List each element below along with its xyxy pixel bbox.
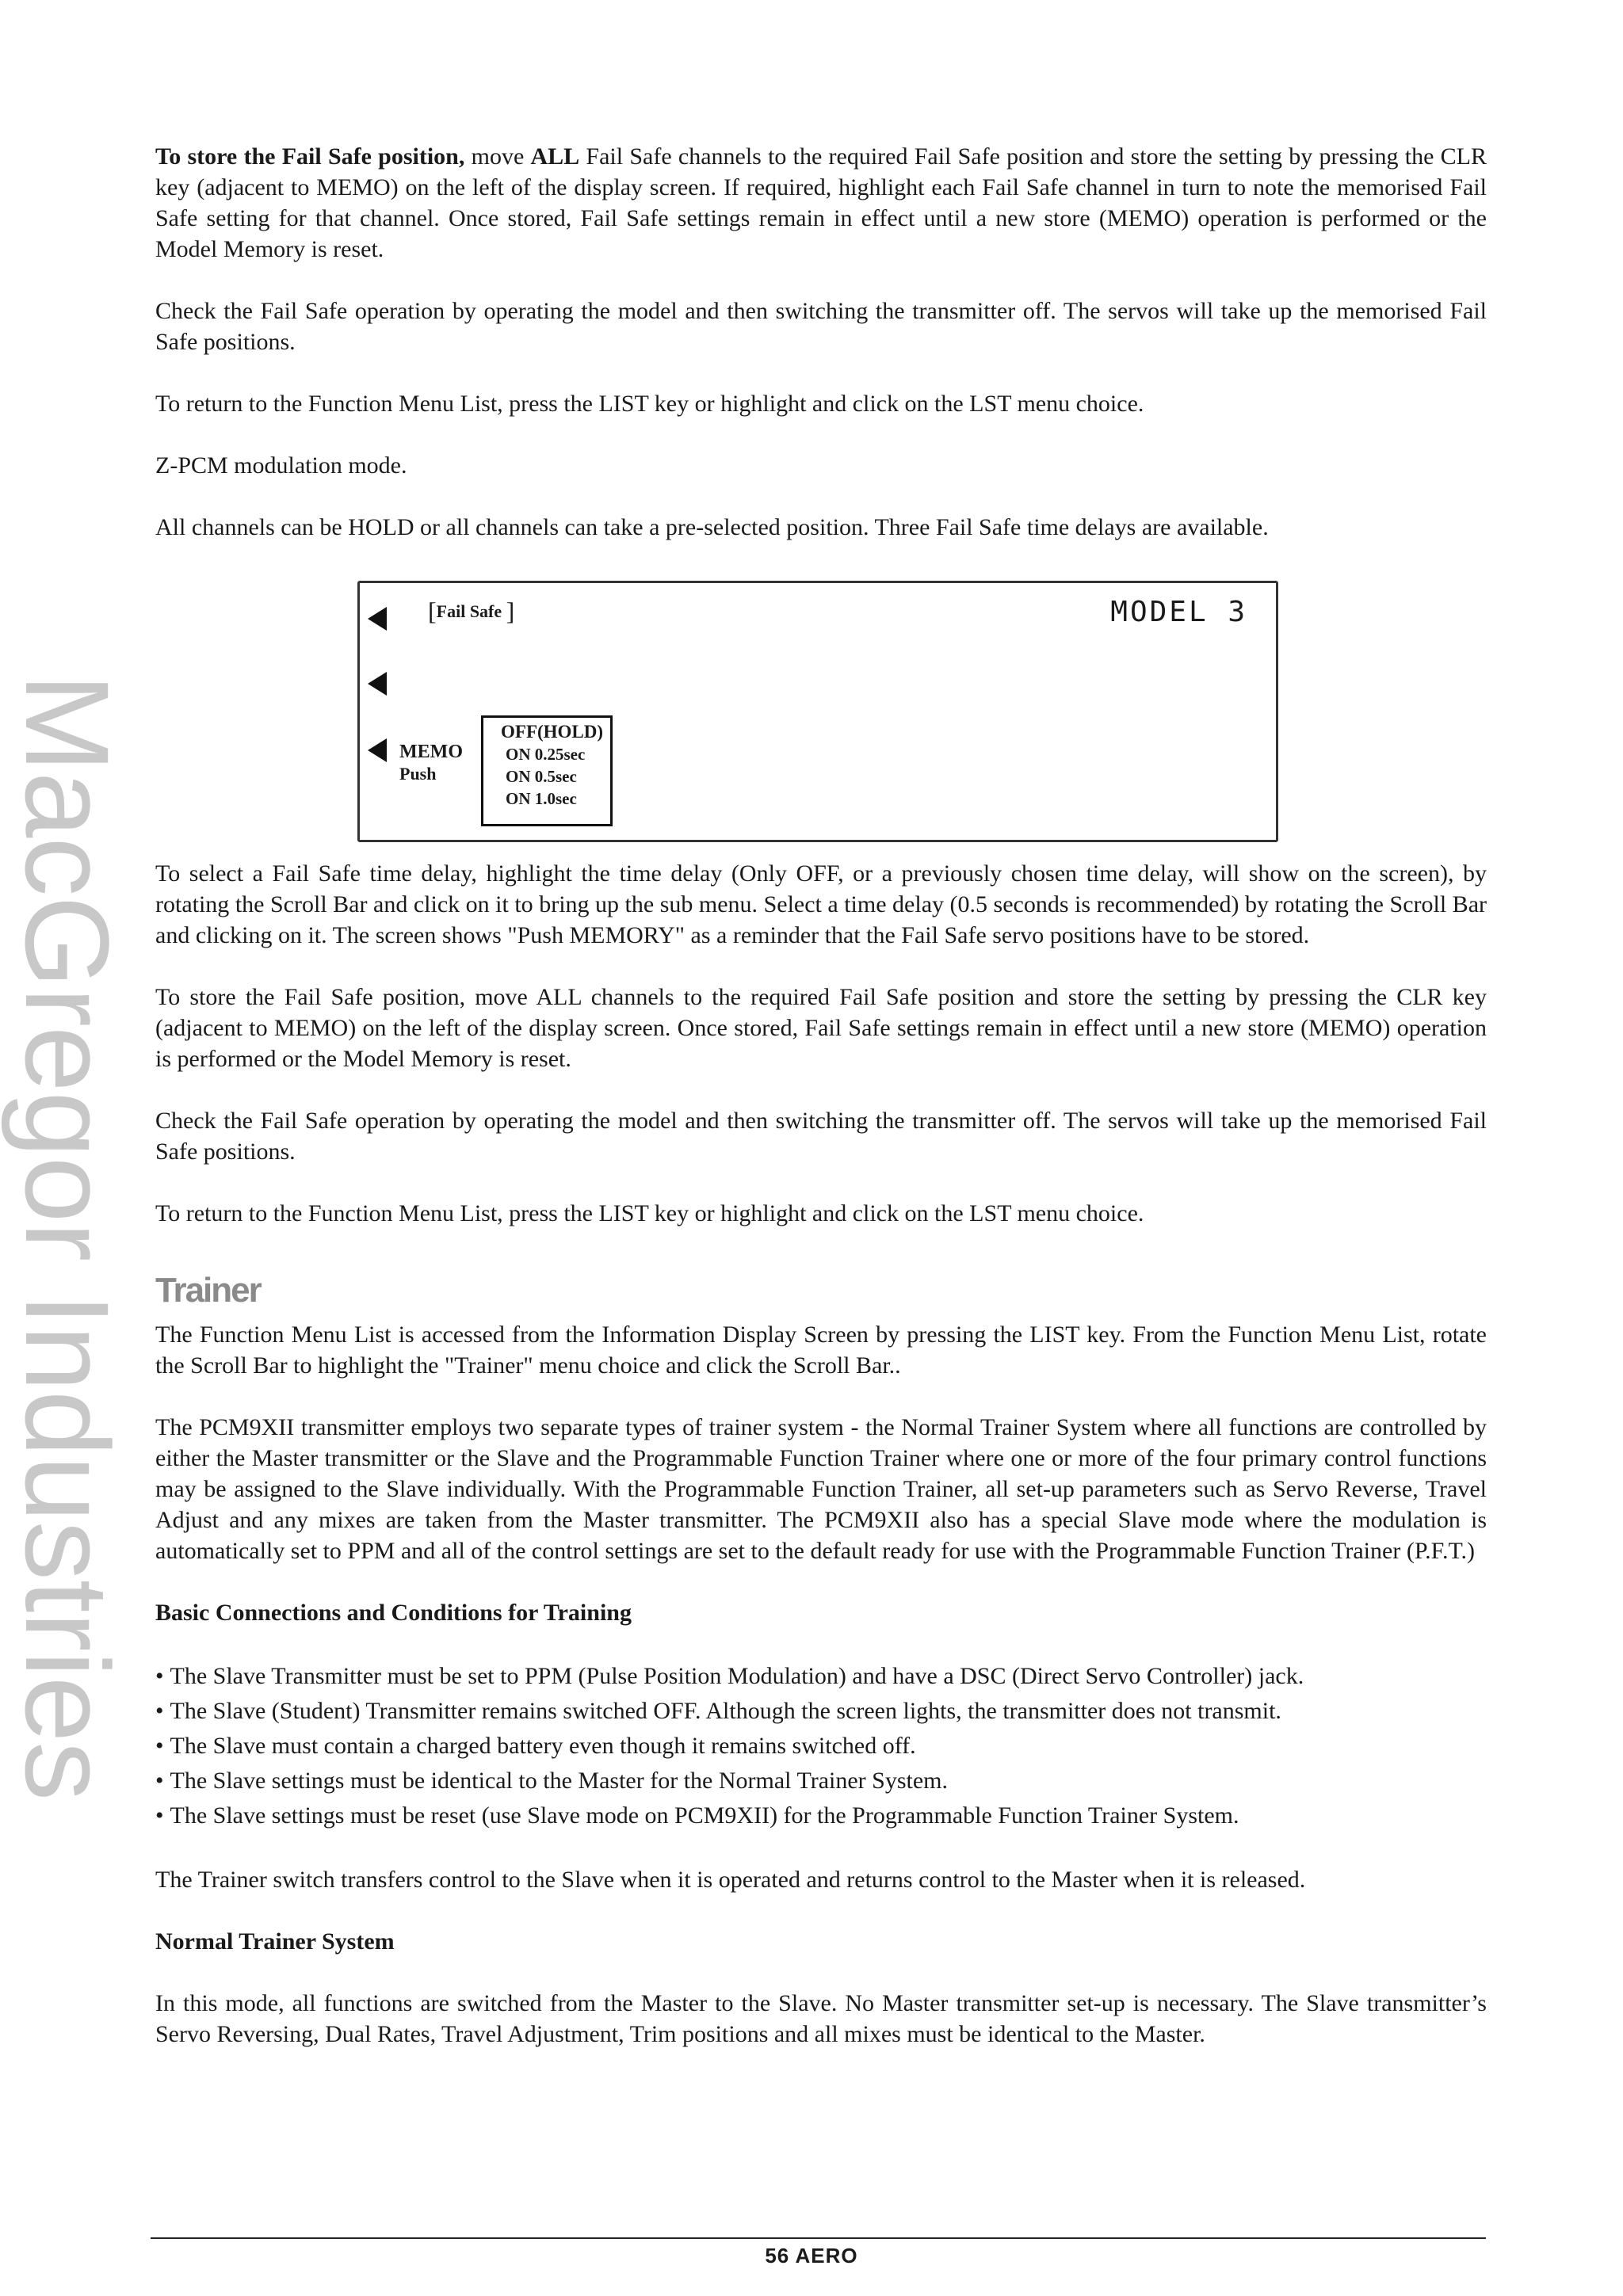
list-item: • The Slave must contain a charged battery even though it remains switched off. [155, 1729, 1487, 1764]
left-arrow-icon [368, 738, 387, 762]
lcd-memo-label: MEMO [399, 742, 463, 762]
lcd-menu-option: ON 0.5sec [506, 767, 577, 786]
paragraph-check-failsafe: Check the Fail Safe operation by operating the model and then switching the transmitter off. The servos will take up the memorised Fail Safe positions. [155, 298, 1487, 355]
lcd-screen-failsafe [357, 581, 1278, 842]
bullet-list-conditions [155, 1659, 1487, 1833]
lcd-title-text: Fail Safe [436, 601, 502, 621]
lcd-menu-option: ON 1.0sec [506, 789, 577, 808]
footer-rule [151, 2237, 1486, 2239]
bold-all: ALL [530, 143, 580, 170]
left-arrow-icon [368, 607, 387, 631]
subheading-normal-trainer: Normal Trainer System [155, 1928, 395, 1955]
list-item: • The Slave settings must be reset (use Slave mode on PCM9XII) for the Programmable Function Trainer System. [155, 1798, 1487, 1833]
page-content [155, 141, 1487, 2050]
list-item: • The Slave settings must be identical to the Master for the Normal Trainer System. [155, 1764, 1487, 1798]
paragraph-normal-trainer: In this mode, all functions are switched from the Master to the Slave. No Master transmitter set-up is necessary. The Slave transmitter’s Servo Reversing, Dual Rates, Travel Adjustment, Trim positions and all mixes must be identical to the Master. [155, 1990, 1487, 2047]
left-arrow-icon [368, 672, 387, 696]
paragraph-select-delay: To select a Fail Safe time delay, highlight the time delay (Only OFF, or a previously chosen time delay, will show on the screen), by rotating the Scroll Bar and click on it to bring up the sub menu. Select a time delay (0.5 seconds is recommended) by rotating the Scroll Bar and clicking on it. The screen shows "Push MEMORY" as a reminder that the Fail Safe servo positions have to be stored. [155, 860, 1487, 948]
paragraph-check-failsafe-2: Check the Fail Safe operation by operating the model and then switching the transmitter off. The servos will take up the memorised Fail Safe positions. [155, 1108, 1487, 1165]
paragraph-trainer-switch: The Trainer switch transfers control to the Slave when it is operated and returns control to the Master when it is released. [155, 1867, 1306, 1893]
lcd-menu-option: OFF(HOLD) [501, 722, 604, 742]
paragraph-return-menu: To return to the Function Menu List, press the LIST key or highlight and click on the LST menu choice. [155, 391, 1144, 417]
paragraph-store-all: To store the Fail Safe position, move ALL channels to the required Fail Safe position and store the setting by pressing the CLR key (adjacent to MEMO) on the left of the display screen. Once stored, Fail Safe settings remain in effect until a new store (MEMO) operation is performed or the Model Memory is reset. [155, 984, 1487, 1072]
lcd-model-label: MODEL 3 [1110, 596, 1247, 628]
list-item: • The Slave Transmitter must be set to PPM (Pulse Position Modulation) and have a DSC (Direct Servo Controller) jack. [155, 1659, 1487, 1694]
lcd-push-label: Push [399, 764, 437, 784]
text-span: Fail Safe channels to the required Fail Safe position and store the setting by pressing the CLR key (adjacent to MEMO) on the left of the display screen. If required, highlight each Fail Safe channel in turn to note the memorised Fail Safe setting for that channel. Once stored, Fail Safe settings remain in effect until a new store (MEMO) operation is performed or the Model Memory is reset. [155, 143, 1487, 262]
section-heading-trainer: Trainer [155, 1271, 261, 1310]
watermark [1, 673, 135, 1801]
paragraph-trainer-access: The Function Menu List is accessed from the Information Display Screen by pressing the LIST key. From the Function Menu List, rotate the Scroll Bar to highlight the "Trainer" menu choice and click the Scroll Bar.. [155, 1322, 1487, 1379]
bracket-close: ] [506, 597, 515, 625]
text-span: move [464, 143, 531, 170]
paragraph-zpcm: Z-PCM modulation mode. [155, 452, 407, 479]
bold-lead: To store the Fail Safe position, [155, 143, 465, 170]
list-item: • The Slave (Student) Transmitter remains switched OFF. Although the screen lights, the transmitter does not transmit. [155, 1694, 1487, 1729]
lcd-menu-option: ON 0.25sec [506, 745, 586, 764]
paragraph-trainer-types: The PCM9XII transmitter employs two separate types of trainer system - the Normal Trainer System where all functions are controlled by either the Master transmitter or the Slave and the Programmable Function Trainer where one or more of the four primary control functions may be assigned to the Slave individually. With the Programmable Function Trainer, all set-up parameters such as Servo Reverse, Travel Adjust and any mixes are taken from the Master transmitter. The PCM9XII also has a special Slave mode where the modulation is automatically set to PPM and all of the control settings are set to the default ready for use with the Programmable Function Trainer (P.F.T.) [155, 1414, 1487, 1564]
paragraph-store-failsafe [155, 141, 1487, 265]
page-number: 56 AERO [765, 2244, 858, 2267]
paragraph-return-menu-2: To return to the Function Menu List, press the LIST key or highlight and click on the LST menu choice. [155, 1200, 1144, 1226]
paragraph-channels: All channels can be HOLD or all channels can take a pre-selected position. Three Fail Safe time delays are available. [155, 514, 1269, 540]
subheading-basic-connections: Basic Connections and Conditions for Training [155, 1600, 632, 1626]
bracket-open: [ [428, 597, 437, 625]
lcd-title [428, 599, 514, 624]
watermark-text: MacGregor Industries [1, 673, 134, 1801]
lcd-delay-menu [481, 715, 613, 826]
